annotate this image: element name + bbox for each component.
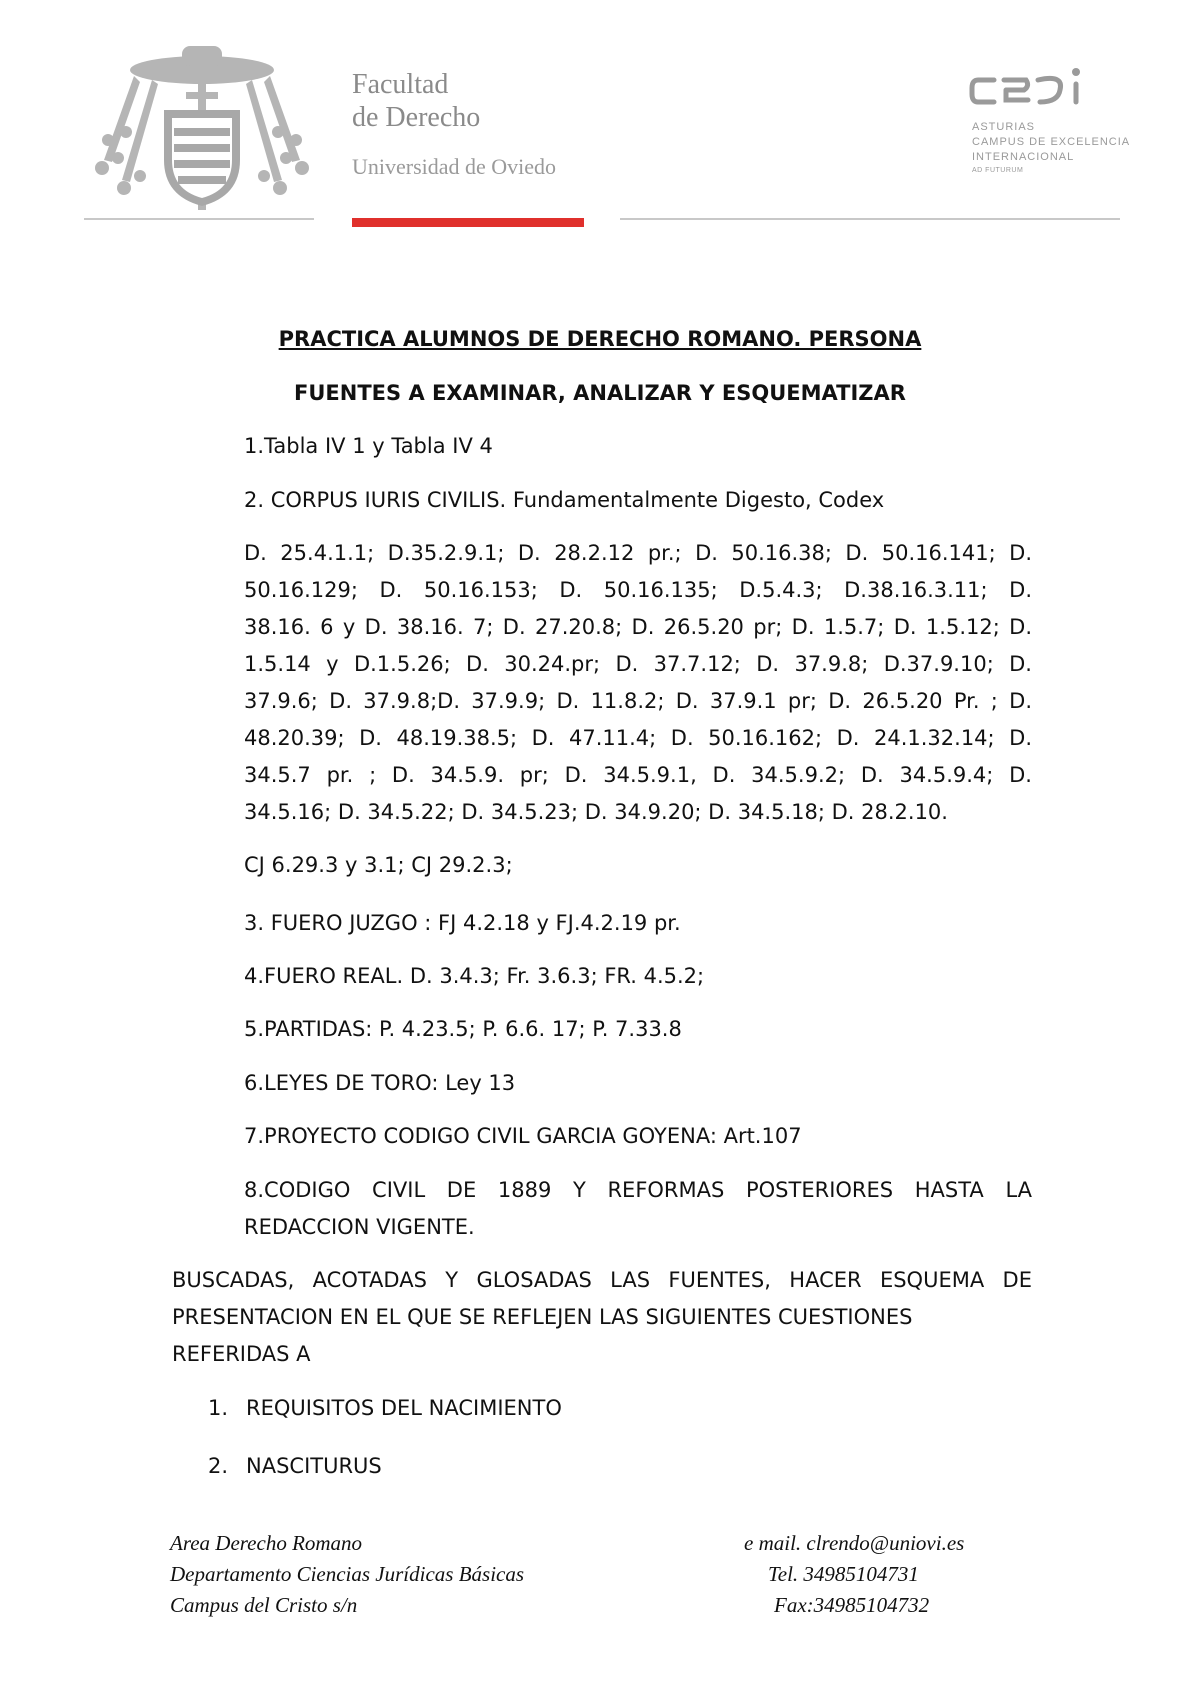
footer-campus: Campus del Cristo s/n bbox=[170, 1593, 358, 1617]
source-item-3: 3. FUERO JUZGO : FJ 4.2.18 y FJ.4.2.19 pr. bbox=[244, 911, 681, 935]
instructions-text: REFERIDAS A bbox=[172, 1342, 311, 1366]
question-text: NASCITURUS bbox=[246, 1454, 382, 1478]
question-text: REQUISITOS DEL NACIMIENTO bbox=[246, 1396, 562, 1420]
digest-references-line: 38.16. 6 y D. 38.16. 7; D. 27.20.8; D. 26.5.20 pr; D. 1.5.7; D. 1.5.12; D. bbox=[244, 615, 1032, 639]
digest-references-line: 37.9.6; D. 37.9.8;D. 37.9.9; D. 11.8.2; D. 37.9.1 pr; D. 26.5.20 Pr. ; D. bbox=[244, 689, 1032, 713]
digest-references-line: D. 25.4.1.1; D.35.2.9.1; D. 28.2.12 pr.; D. 50.16.38; D. 50.16.141; D. bbox=[244, 541, 1032, 565]
faculty-name-line1: Facultad bbox=[352, 69, 449, 100]
header-divider-right bbox=[620, 218, 1120, 220]
cei-label-line3: INTERNACIONAL bbox=[972, 151, 1075, 163]
instructions-text: PRESENTACION EN EL QUE SE REFLEJEN LAS SIGUIENTES CUESTIONES bbox=[172, 1305, 913, 1329]
faculty-name-line2: de Derecho bbox=[352, 102, 481, 133]
question-number: 1. bbox=[208, 1396, 229, 1420]
question-number: 2. bbox=[208, 1454, 229, 1478]
footer-email: e mail. clrendo@uniovi.es bbox=[744, 1531, 965, 1555]
cei-label-line1: ASTURIAS bbox=[972, 121, 1036, 133]
digest-references-line: 34.5.16; D. 34.5.22; D. 34.5.23; D. 34.9.20; D. 34.5.18; D. 28.2.10. bbox=[244, 800, 948, 824]
cei-label-line2: CAMPUS DE EXCELENCIA bbox=[972, 136, 1131, 148]
source-item-1: 1.Tabla IV 1 y Tabla IV 4 bbox=[244, 434, 493, 458]
cei-campus-logo bbox=[968, 64, 1088, 112]
header-divider-left bbox=[84, 218, 314, 220]
document-title: PRACTICA ALUMNOS DE DERECHO ROMANO. PERSONA bbox=[278, 327, 922, 351]
digest-references-line: 1.5.14 y D.1.5.26; D. 30.24.pr; D. 37.7.12; D. 37.9.8; D.37.9.10; D. bbox=[244, 652, 1032, 676]
digest-references-line: 34.5.7 pr. ; D. 34.5.9. pr; D. 34.5.9.1, D. 34.5.9.2; D. 34.5.9.4; D. bbox=[244, 763, 1032, 787]
codex-references: CJ 6.29.3 y 3.1; CJ 29.2.3; bbox=[244, 853, 513, 877]
source-item-4: 4.FUERO REAL. D. 3.4.3; Fr. 3.6.3; FR. 4.5.2; bbox=[244, 964, 705, 988]
digest-references-line: 50.16.129; D. 50.16.153; D. 50.16.135; D.5.4.3; D.38.16.3.11; D. bbox=[244, 578, 1032, 602]
digest-references-line: 48.20.39; D. 48.19.38.5; D. 47.11.4; D. 50.16.162; D. 24.1.32.14; D. bbox=[244, 726, 1032, 750]
university-crest-logo bbox=[82, 40, 322, 210]
university-name: Universidad de Oviedo bbox=[352, 154, 557, 179]
source-item-7: 7.PROYECTO CODIGO CIVIL GARCIA GOYENA: Art.107 bbox=[244, 1124, 802, 1148]
document-subtitle: FUENTES A EXAMINAR, ANALIZAR Y ESQUEMATIZAR bbox=[294, 381, 906, 405]
footer-department: Departamento Ciencias Jurídicas Básicas bbox=[170, 1562, 525, 1586]
instructions-text: BUSCADAS, ACOTADAS Y GLOSADAS LAS FUENTES, HACER ESQUEMA DE bbox=[172, 1268, 1032, 1292]
source-item-2: 2. CORPUS IURIS CIVILIS. Fundamentalmente Digesto, Codex bbox=[244, 488, 885, 512]
source-item-6: 6.LEYES DE TORO: Ley 13 bbox=[244, 1071, 516, 1095]
footer-phone: Tel. 34985104731 bbox=[768, 1562, 919, 1586]
footer-fax: Fax:34985104732 bbox=[774, 1593, 930, 1617]
source-item-8: 8.CODIGO CIVIL DE 1889 Y REFORMAS POSTERIORES HASTA LA bbox=[244, 1178, 1032, 1202]
header-accent-bar bbox=[352, 218, 584, 227]
source-item-5: 5.PARTIDAS: P. 4.23.5; P. 6.6. 17; P. 7.33.8 bbox=[244, 1017, 682, 1041]
source-item-8-continued: REDACCION VIGENTE. bbox=[244, 1215, 475, 1239]
footer-area: Area Derecho Romano bbox=[170, 1531, 363, 1555]
cei-motto: AD FUTURUM bbox=[972, 167, 1024, 174]
